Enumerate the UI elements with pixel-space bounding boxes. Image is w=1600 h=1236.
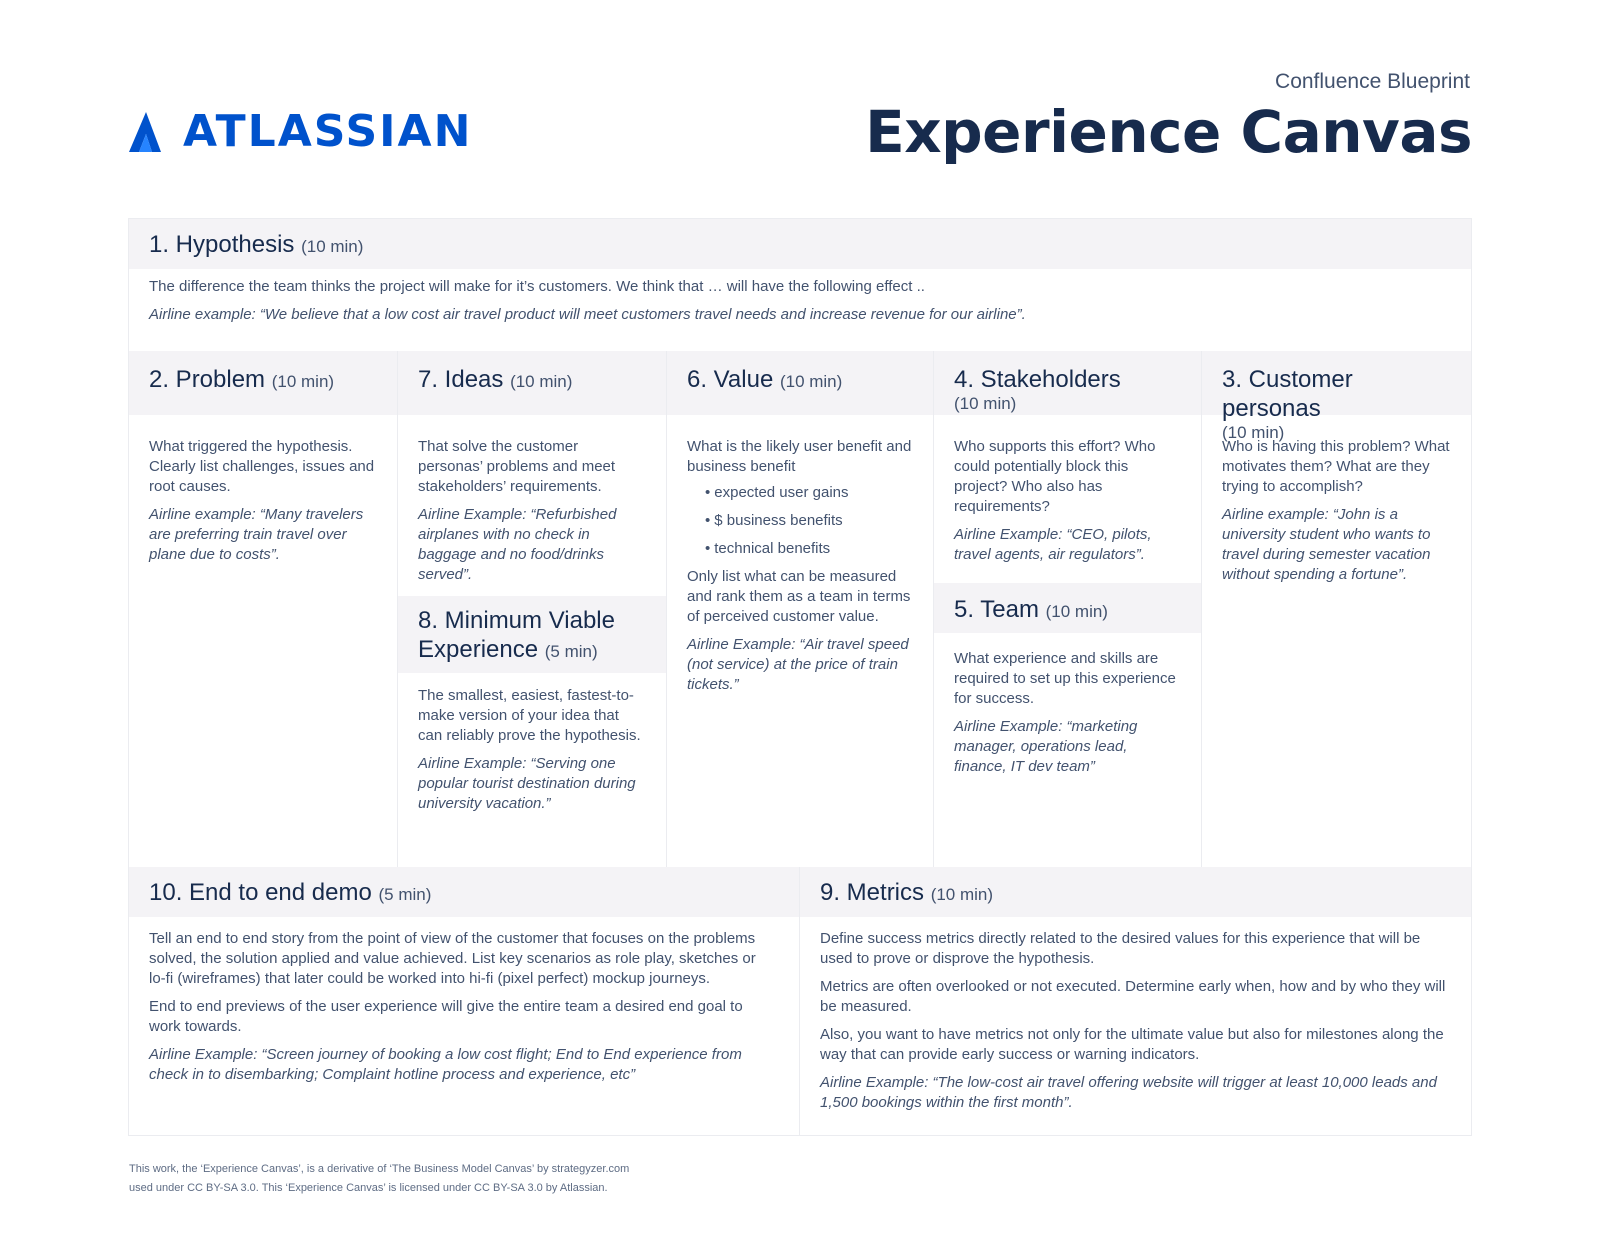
problem-time: (10 min) bbox=[271, 372, 335, 391]
demo-description: Tell an end to end story from the point of view of the customer that focuses on the problems solved, the solution applied and value achieved. List key scenarios as role play, sketches or lo-fi (wireframes) that later could be worked into hi-fi (pixel perfect) mockup journeys. bbox=[149, 930, 756, 987]
problem-section bbox=[129, 351, 397, 867]
stakeholders-section bbox=[934, 351, 1201, 583]
demo-section bbox=[129, 867, 799, 1135]
team-description: What experience and skills are required to set up this experience for success. bbox=[954, 650, 1176, 707]
list-item: • technical benefits bbox=[705, 539, 913, 559]
stakeholders-title: 4. Stakeholders bbox=[954, 366, 1121, 393]
mve-section bbox=[398, 596, 666, 867]
metrics-description-3: Also, you want to have metrics not only for the ultimate value but also for milestones along the way that can provide early success or warning indicators. bbox=[820, 1026, 1444, 1063]
demo-description-2: End to end previews of the user experience will give the entire team a desired end goal to work towards. bbox=[149, 998, 743, 1035]
personas-description: Who is having this problem? What motivates them? What are they trying to accomplish? bbox=[1222, 438, 1450, 495]
ideas-section bbox=[398, 351, 666, 596]
mve-title: 8. Minimum Viable Experience bbox=[418, 607, 615, 663]
license-line-2: used under CC BY-SA 3.0. This ‘Experience Canvas’ is licensed under CC BY-SA 3.0 by Atlassian. bbox=[129, 1182, 608, 1194]
demo-title: 10. End to end demo bbox=[149, 879, 379, 906]
hypothesis-section bbox=[129, 219, 1471, 351]
metrics-time: (10 min) bbox=[930, 885, 994, 904]
stakeholders-example: Airline Example: “CEO, pilots, travel agents, air regulators”. bbox=[954, 526, 1152, 563]
stakeholders-description: Who supports this effort? Who could potentially block this project? Who also has requirements? bbox=[954, 438, 1156, 515]
metrics-description-2: Metrics are often overlooked or not executed. Determine early when, how and by who they will be measured. bbox=[820, 978, 1446, 1015]
metrics-section bbox=[800, 867, 1471, 1135]
value-time: (10 min) bbox=[779, 372, 843, 391]
team-title: 5. Team bbox=[954, 596, 1046, 623]
problem-description: What triggered the hypothesis. Clearly list challenges, issues and root causes. bbox=[149, 438, 375, 495]
hypothesis-title: 1. Hypothesis bbox=[149, 231, 302, 258]
license-line-1: This work, the ‘Experience Canvas’, is a derivative of ‘The Business Model Canvas’ by strategyzer.com bbox=[129, 1163, 630, 1175]
atlassian-mountain-icon bbox=[125, 110, 169, 154]
metrics-description: Define success metrics directly related to the desired values for this experience that will be used to prove or disprove the hypothesis. bbox=[820, 930, 1421, 967]
page-title: Experience Canvas bbox=[865, 98, 1472, 166]
license-footer bbox=[129, 1160, 629, 1198]
divider bbox=[666, 351, 667, 867]
value-section bbox=[667, 351, 933, 867]
personas-time: (10 min) bbox=[1222, 423, 1285, 442]
problem-example: Airline example: “Many travelers are preferring train travel over plane due to costs”. bbox=[149, 506, 364, 563]
mve-example: Airline Example: “Serving one popular tourist destination during university vacation.” bbox=[418, 755, 636, 812]
mve-description: The smallest, easiest, fastest-to-make version of your idea that can reliably prove the hypothesis. bbox=[418, 687, 641, 744]
metrics-example: Airline Example: “The low-cost air travel offering website will trigger at least 10,000 leads and 1,500 bookings within the first month”. bbox=[820, 1074, 1437, 1111]
problem-title: 2. Problem bbox=[149, 366, 272, 393]
experience-canvas bbox=[128, 218, 1472, 1136]
hypothesis-time: (10 min) bbox=[301, 237, 364, 256]
hypothesis-example: Airline example: “We believe that a low cost air travel product will meet customers travel needs and increase revenue for our airline”. bbox=[149, 306, 1026, 323]
demo-example: Airline Example: “Screen journey of booking a low cost flight; End to End experience from check in to disembarking; Complaint hotline process and experience, etc” bbox=[149, 1046, 742, 1083]
logo-wordmark: ATLASSIAN bbox=[183, 106, 473, 157]
divider bbox=[397, 351, 398, 867]
ideas-time: (10 min) bbox=[510, 372, 573, 391]
list-item: • expected user gains bbox=[705, 483, 913, 503]
demo-time: (5 min) bbox=[378, 885, 432, 904]
ideas-title: 7. Ideas bbox=[418, 366, 511, 393]
mve-time: (5 min) bbox=[544, 642, 598, 661]
hypothesis-description: The difference the team thinks the project will make for it’s customers. We think that … will have the following effect .. bbox=[149, 278, 925, 295]
ideas-example: Airline Example: “Refurbished airplanes with no check in baggage and no food/drinks served”. bbox=[418, 506, 617, 583]
atlassian-logo bbox=[125, 108, 472, 156]
ideas-description: That solve the customer personas’ problems and meet stakeholders’ requirements. bbox=[418, 438, 616, 495]
team-section bbox=[934, 583, 1201, 867]
stakeholders-time: (10 min) bbox=[954, 394, 1017, 413]
divider bbox=[799, 867, 800, 1135]
divider bbox=[933, 351, 934, 867]
value-example: Airline Example: “Air travel speed (not service) at the price of train tickets.” bbox=[687, 636, 909, 693]
personas-title: 3. Customer personas bbox=[1222, 366, 1353, 422]
value-description: What is the likely user benefit and business benefit bbox=[687, 438, 912, 475]
metrics-title: 9. Metrics bbox=[820, 879, 931, 906]
team-example: Airline Example: “marketing manager, operations lead, finance, IT dev team” bbox=[954, 718, 1138, 775]
divider bbox=[1201, 351, 1202, 867]
value-bullet-list bbox=[705, 483, 913, 559]
team-time: (10 min) bbox=[1045, 602, 1108, 621]
blueprint-label: Confluence Blueprint bbox=[1275, 70, 1470, 93]
list-item: • $ business benefits bbox=[705, 511, 913, 531]
personas-section bbox=[1202, 351, 1471, 867]
value-title: 6. Value bbox=[687, 366, 780, 393]
value-description-2: Only list what can be measured and rank them as a team in terms of perceived customer value. bbox=[687, 568, 911, 625]
personas-example: Airline example: “John is a university student who wants to travel during semester vacation without spending a fortune”. bbox=[1222, 506, 1431, 583]
